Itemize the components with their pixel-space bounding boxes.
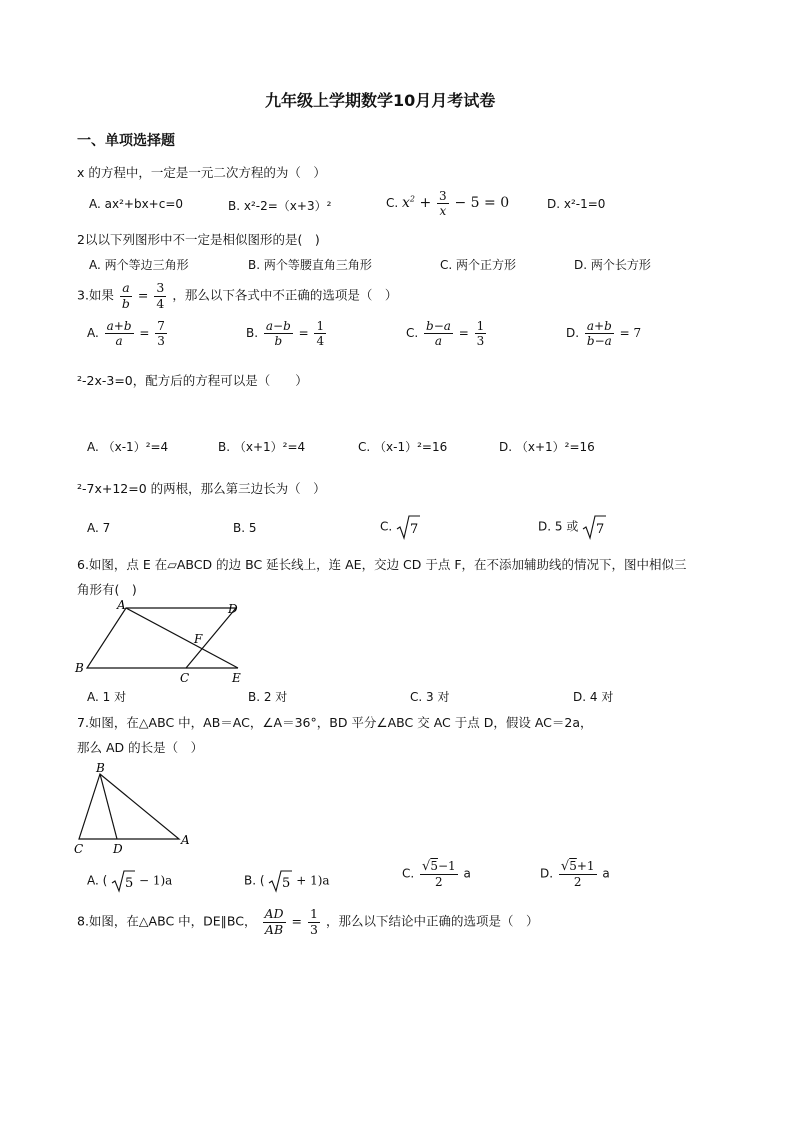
- sqrt-sign-icon: [396, 514, 420, 540]
- svg-text:5: 5: [125, 876, 134, 891]
- sqrt-sign-icon: [268, 869, 292, 893]
- q4-option-b: B. （x+1）²=4: [218, 440, 306, 454]
- q1-option-a: A. ax²+bx+c=0: [89, 197, 184, 211]
- q1-option-b: B. x²-2=（x+3）²: [228, 199, 332, 213]
- q2-option-d: D. 两个长方形: [574, 258, 651, 272]
- label-a: A: [181, 833, 190, 847]
- q1-stem: x 的方程中，一定是一元二次方程的为（ ）: [77, 165, 326, 180]
- q7-option-b: B. ( 5 + 1)a: [244, 869, 330, 893]
- q5-option-d: D. 5 或 7: [538, 514, 606, 540]
- q3-option-c: C. $\frac{b-a}{a}$ = $\frac{1}{3}$: [406, 319, 485, 348]
- q2-option-c: C. 两个正方形: [440, 258, 517, 272]
- q2-stem: 2以以下列图形中不一定是相似图形的是( ): [77, 232, 320, 247]
- q7-option-c: C. $\frac{√5-1}{2}$ a: [402, 859, 471, 889]
- q6-option-d: D. 4 对: [573, 690, 614, 704]
- label-f: F: [194, 632, 203, 646]
- q7-stem-line1: 7.如图，在△ABC 中，AB＝AC，∠A＝36°，BD 平分∠ABC 交 AC 于点 D，假设 AC＝2a，: [77, 715, 593, 730]
- label-a: A: [117, 598, 126, 612]
- q7-option-d: D. $\frac{√5+1}{2}$ a: [540, 859, 610, 889]
- q6-option-a: A. 1 对: [87, 690, 127, 704]
- q7-option-a: A. ( 5 − 1)a: [87, 869, 172, 893]
- q1-option-c: C. $x^2$ + $\frac{3}{x}$ − 5 = 0: [386, 189, 510, 218]
- label-c: C: [180, 671, 190, 685]
- page-title: 九年级上学期数学10月月考试卷: [265, 91, 496, 110]
- q5-option-c: C. 7: [380, 514, 420, 540]
- q3-option-a: A. $\frac{a+b}{a}$ = $\frac{7}{3}$: [87, 319, 165, 348]
- q7-stem-line2: 那么 AD 的长是（ ）: [77, 740, 204, 755]
- sqrt-sign-icon: [582, 514, 606, 540]
- q6-option-c: C. 3 对: [410, 690, 450, 704]
- q8-stem: 8.如图，在△ABC 中，DE∥BC， $\frac{AD}{AB}$ = $\frac{1}{3}$ ，那么以下结论中正确的选项是（ ）: [77, 906, 539, 937]
- q3-option-d: D. $\frac{a+b}{b-a}$ = 7: [566, 319, 642, 348]
- q2-option-a: A. 两个等边三角形: [89, 258, 189, 272]
- label-c: C: [74, 842, 84, 856]
- q5-stem: ²-7x+12=0 的两根，那么第三边长为（ ）: [77, 481, 326, 496]
- label-b: B: [96, 761, 105, 775]
- q6-option-b: B. 2 对: [248, 690, 288, 704]
- svg-text:5: 5: [282, 876, 291, 891]
- q3-stem: 3.如果 $\frac{a}{b}$ = $\frac{3}{4}$ ，那么以下各式中不正确的选项是（ ）: [77, 280, 398, 311]
- svg-text:7: 7: [596, 522, 605, 537]
- label-b: B: [75, 661, 84, 675]
- q4-stem: ²-2x-3=0，配方后的方程可以是（ ）: [77, 373, 308, 388]
- q3-option-b: B. $\frac{a-b}{b}$ = $\frac{1}{4}$: [246, 319, 325, 348]
- section-heading: 一、单项选择题: [77, 133, 175, 149]
- q6-stem-line2: 角形有( ): [77, 582, 137, 597]
- q2-option-b: B. 两个等腰直角三角形: [248, 258, 372, 272]
- q6-stem-line1: 6.如图，点 E 在▱ABCD 的边 BC 延长线上，连 AE，交边 CD 于点 F，在不添加辅助线的情况下，图中相似三: [77, 557, 687, 572]
- q5-option-a: A. 7: [87, 521, 111, 535]
- q6-parallelogram-figure: [72, 598, 252, 688]
- q4-option-c: C. （x-1）²=16: [358, 440, 448, 454]
- q7-triangle-figure: [72, 760, 202, 858]
- q4-option-a: A. （x-1）²=4: [87, 440, 169, 454]
- label-e: E: [232, 671, 241, 685]
- q4-option-d: D. （x+1）²=16: [499, 440, 595, 454]
- svg-text:7: 7: [410, 522, 419, 537]
- q5-option-b: B. 5: [233, 521, 257, 535]
- q1-option-d: D. x²-1=0: [547, 197, 606, 211]
- label-d: D: [113, 842, 123, 856]
- sqrt-sign-icon: [111, 869, 135, 893]
- label-d: D: [228, 602, 238, 616]
